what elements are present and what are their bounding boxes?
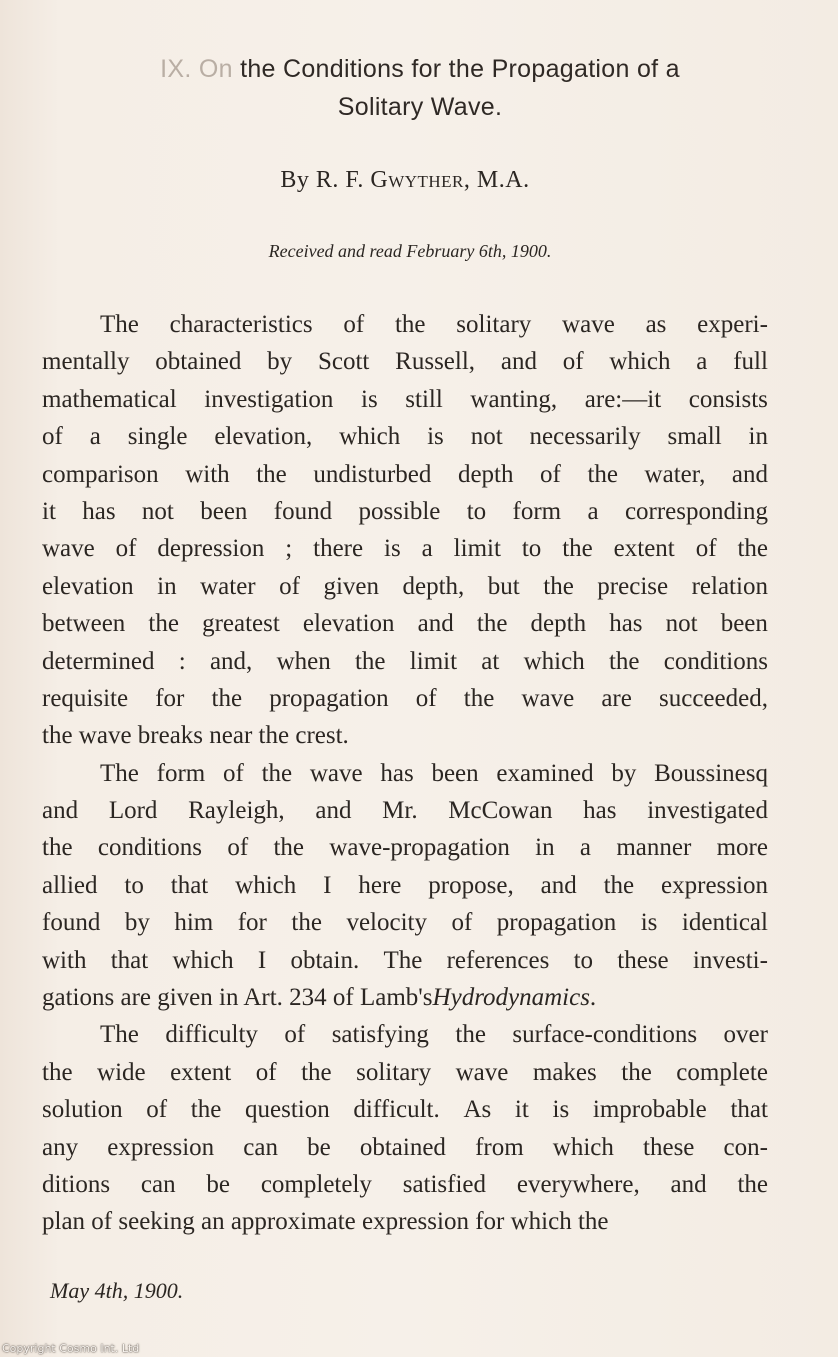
title-line-2: Solitary Wave.: [337, 93, 503, 121]
text-line: between the greatest elevation and the depth has not been: [42, 610, 768, 638]
author-name: Gwyther: [370, 167, 464, 193]
title-line-1-text: the Conditions for the Propagation of a: [240, 55, 680, 83]
text-line: the wide extent of the solitary wave makes the complete: [42, 1058, 768, 1086]
text-line: solution of the question difficult. As it is improbable that: [42, 1096, 768, 1124]
text-line: wave of depression ; there is a limit to the extent of the: [42, 535, 768, 563]
byline-suffix: , M.A.: [463, 167, 530, 193]
author-byline: [0, 167, 810, 194]
text-line: it has not been found possible to form a corresponding: [42, 497, 768, 525]
text-line: of a single elevation, which is not necessarily small in: [42, 423, 768, 451]
text-line: and Lord Rayleigh, and Mr. McCowan has investigated: [42, 797, 768, 825]
text-line: the wave breaks near the crest.: [42, 722, 349, 750]
text-line: The form of the wave has been examined by Boussinesq: [100, 759, 768, 787]
copyright-watermark: Copyright Cosmo Int. Ltd: [2, 1342, 140, 1355]
byline-prefix: By R. F.: [280, 167, 371, 193]
text-line: with that which I obtain. The references to these investi-: [42, 946, 768, 974]
text-line: The characteristics of the solitary wave as experi-: [100, 311, 768, 338]
text-line: mathematical investigation is still wanting, are:—it consists: [42, 385, 768, 413]
text-line: requisite for the propagation of the wave are succeeded,: [42, 684, 768, 712]
paper-title: [40, 50, 800, 126]
text-line: found by him for the velocity of propagation is identical: [42, 909, 768, 937]
title-prefix: IX. On: [160, 55, 233, 83]
text-line: ditions can be completely satisfied everywhere, and the: [42, 1170, 768, 1198]
text-line: determined : and, when the limit at which the conditions: [42, 647, 768, 675]
text-line: allied to that which I here propose, and the expression: [42, 871, 768, 899]
text-line: the conditions of the wave-propagation in a manner more: [42, 834, 768, 862]
text-line: elevation in water of given depth, but the precise relation: [42, 572, 768, 600]
footer-date: May 4th, 1900.: [50, 1278, 184, 1303]
title-line-1: [40, 50, 800, 88]
text-line: any expression can be obtained from which these con-: [42, 1133, 768, 1161]
text-line: gations are given in Art. 234 of Lamb's Hydrodynamics .: [42, 984, 597, 1012]
text-line: The difficulty of satisfying the surface-conditions over: [100, 1021, 768, 1049]
text-line: plan of seeking an approximate expression for which the: [42, 1208, 609, 1236]
received-date: Received and read February 6th, 1900.: [268, 241, 552, 261]
text-line: comparison with the undisturbed depth of the water, and: [42, 460, 768, 488]
body-text: [42, 306, 768, 1241]
text-line: mentally obtained by Scott Russell, and of which a full: [42, 348, 768, 376]
